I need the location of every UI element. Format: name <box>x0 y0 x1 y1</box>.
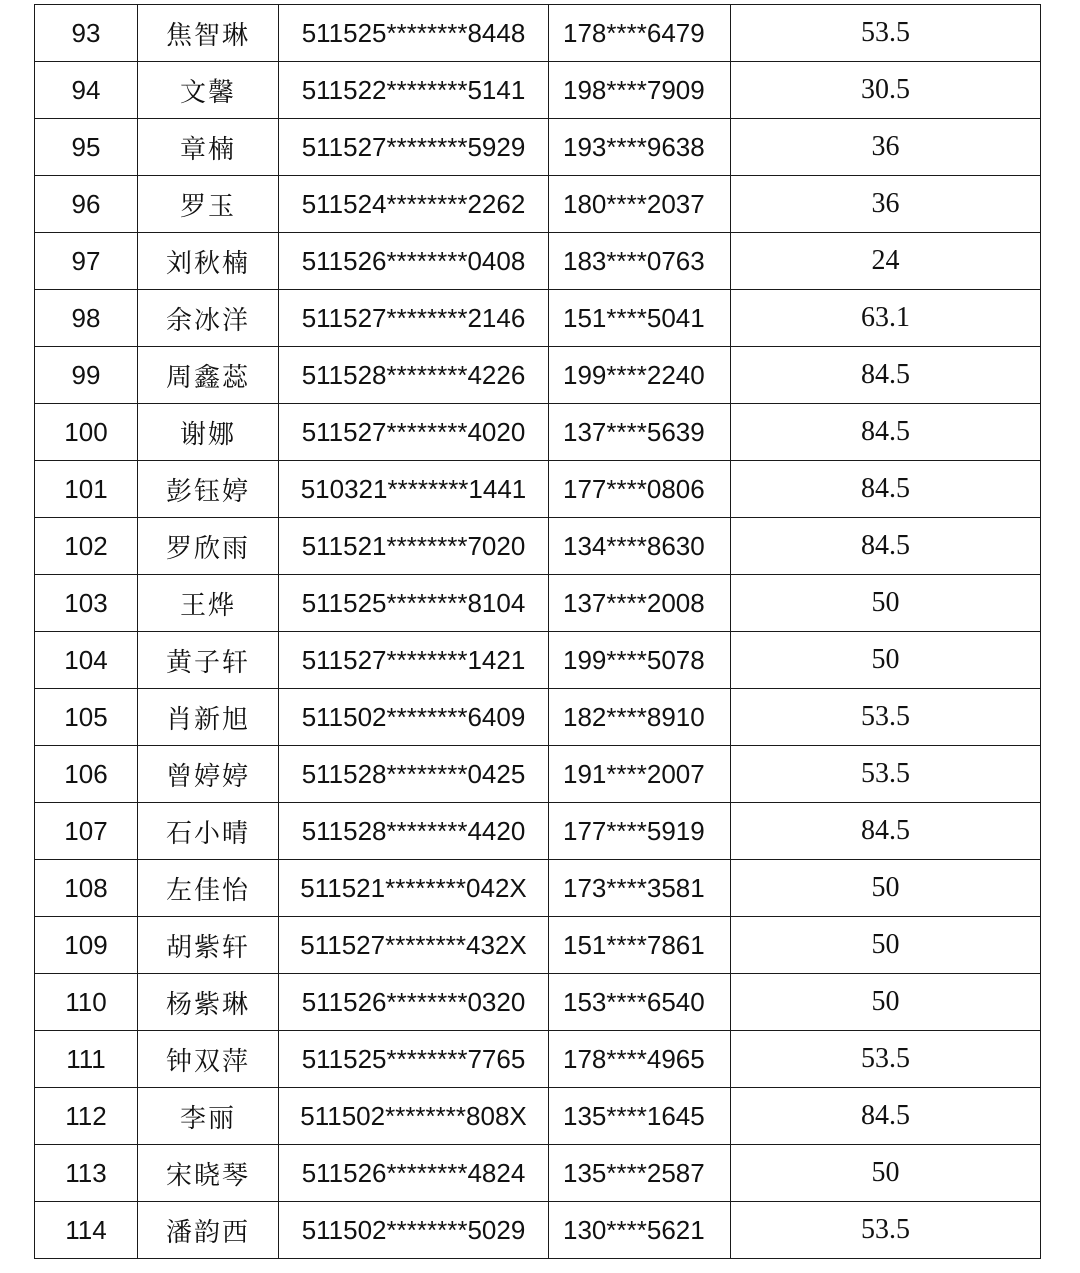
name-cell: 钟双萍 <box>138 1031 279 1088</box>
phone-cell: 178****6479 <box>549 5 731 62</box>
id-number-cell: 511521********7020 <box>279 518 549 575</box>
id-number-cell: 511527********4020 <box>279 404 549 461</box>
phone-cell: 183****0763 <box>549 233 731 290</box>
row-number-cell: 97 <box>35 233 138 290</box>
roster-sheet <box>34 4 1040 1259</box>
id-number-cell: 511526********0408 <box>279 233 549 290</box>
score-cell: 53.5 <box>731 1031 1041 1088</box>
phone-cell: 151****5041 <box>549 290 731 347</box>
name-cell: 周鑫蕊 <box>138 347 279 404</box>
id-number-cell: 511528********4420 <box>279 803 549 860</box>
score-cell: 63.1 <box>731 290 1041 347</box>
name-cell: 王烨 <box>138 575 279 632</box>
row-number-cell: 100 <box>35 404 138 461</box>
phone-cell: 182****8910 <box>549 689 731 746</box>
table-row <box>35 803 1041 860</box>
table-row <box>35 974 1041 1031</box>
id-number-cell: 511526********0320 <box>279 974 549 1031</box>
id-number-cell: 511525********7765 <box>279 1031 549 1088</box>
table-row <box>35 632 1041 689</box>
table-row <box>35 62 1041 119</box>
table-row <box>35 176 1041 233</box>
name-cell: 李丽 <box>138 1088 279 1145</box>
score-cell: 50 <box>731 974 1041 1031</box>
id-number-cell: 511527********1421 <box>279 632 549 689</box>
phone-cell: 177****0806 <box>549 461 731 518</box>
phone-cell: 135****1645 <box>549 1088 731 1145</box>
name-cell: 谢娜 <box>138 404 279 461</box>
score-cell: 84.5 <box>731 518 1041 575</box>
name-cell: 焦智琳 <box>138 5 279 62</box>
table-row <box>35 1088 1041 1145</box>
id-number-cell: 511528********4226 <box>279 347 549 404</box>
phone-cell: 191****2007 <box>549 746 731 803</box>
name-cell: 罗欣雨 <box>138 518 279 575</box>
score-cell: 50 <box>731 575 1041 632</box>
name-cell: 潘韵西 <box>138 1202 279 1259</box>
phone-cell: 177****5919 <box>549 803 731 860</box>
score-cell: 50 <box>731 632 1041 689</box>
id-number-cell: 511526********4824 <box>279 1145 549 1202</box>
score-cell: 50 <box>731 1145 1041 1202</box>
row-number-cell: 104 <box>35 632 138 689</box>
score-cell: 84.5 <box>731 461 1041 518</box>
score-cell: 53.5 <box>731 1202 1041 1259</box>
id-number-cell: 511502********5029 <box>279 1202 549 1259</box>
row-number-cell: 109 <box>35 917 138 974</box>
roster-table-body <box>35 5 1041 1259</box>
score-cell: 53.5 <box>731 746 1041 803</box>
score-cell: 36 <box>731 119 1041 176</box>
name-cell: 余冰洋 <box>138 290 279 347</box>
row-number-cell: 111 <box>35 1031 138 1088</box>
phone-cell: 198****7909 <box>549 62 731 119</box>
score-cell: 84.5 <box>731 1088 1041 1145</box>
table-row <box>35 233 1041 290</box>
table-row <box>35 575 1041 632</box>
name-cell: 文馨 <box>138 62 279 119</box>
row-number-cell: 106 <box>35 746 138 803</box>
table-row <box>35 917 1041 974</box>
id-number-cell: 511502********6409 <box>279 689 549 746</box>
table-row <box>35 689 1041 746</box>
score-cell: 50 <box>731 917 1041 974</box>
id-number-cell: 511527********5929 <box>279 119 549 176</box>
row-number-cell: 110 <box>35 974 138 1031</box>
name-cell: 石小晴 <box>138 803 279 860</box>
phone-cell: 135****2587 <box>549 1145 731 1202</box>
roster-table <box>34 4 1041 1259</box>
id-number-cell: 511527********2146 <box>279 290 549 347</box>
name-cell: 杨紫琳 <box>138 974 279 1031</box>
phone-cell: 173****3581 <box>549 860 731 917</box>
row-number-cell: 105 <box>35 689 138 746</box>
name-cell: 肖新旭 <box>138 689 279 746</box>
row-number-cell: 101 <box>35 461 138 518</box>
score-cell: 84.5 <box>731 803 1041 860</box>
phone-cell: 193****9638 <box>549 119 731 176</box>
name-cell: 黄子轩 <box>138 632 279 689</box>
id-number-cell: 511524********2262 <box>279 176 549 233</box>
row-number-cell: 103 <box>35 575 138 632</box>
name-cell: 罗玉 <box>138 176 279 233</box>
name-cell: 胡紫轩 <box>138 917 279 974</box>
score-cell: 53.5 <box>731 689 1041 746</box>
table-row <box>35 119 1041 176</box>
name-cell: 章楠 <box>138 119 279 176</box>
name-cell: 曾婷婷 <box>138 746 279 803</box>
score-cell: 53.5 <box>731 5 1041 62</box>
score-cell: 84.5 <box>731 347 1041 404</box>
row-number-cell: 93 <box>35 5 138 62</box>
phone-cell: 134****8630 <box>549 518 731 575</box>
id-number-cell: 511528********0425 <box>279 746 549 803</box>
phone-cell: 137****5639 <box>549 404 731 461</box>
table-row <box>35 290 1041 347</box>
id-number-cell: 510321********1441 <box>279 461 549 518</box>
row-number-cell: 112 <box>35 1088 138 1145</box>
name-cell: 左佳怡 <box>138 860 279 917</box>
score-cell: 30.5 <box>731 62 1041 119</box>
table-row <box>35 1031 1041 1088</box>
table-row <box>35 1145 1041 1202</box>
row-number-cell: 98 <box>35 290 138 347</box>
id-number-cell: 511525********8448 <box>279 5 549 62</box>
row-number-cell: 107 <box>35 803 138 860</box>
row-number-cell: 95 <box>35 119 138 176</box>
score-cell: 36 <box>731 176 1041 233</box>
id-number-cell: 511522********5141 <box>279 62 549 119</box>
row-number-cell: 114 <box>35 1202 138 1259</box>
phone-cell: 199****2240 <box>549 347 731 404</box>
row-number-cell: 96 <box>35 176 138 233</box>
score-cell: 50 <box>731 860 1041 917</box>
phone-cell: 180****2037 <box>549 176 731 233</box>
id-number-cell: 511521********042X <box>279 860 549 917</box>
row-number-cell: 99 <box>35 347 138 404</box>
row-number-cell: 102 <box>35 518 138 575</box>
phone-cell: 130****5621 <box>549 1202 731 1259</box>
name-cell: 彭钰婷 <box>138 461 279 518</box>
id-number-cell: 511525********8104 <box>279 575 549 632</box>
score-cell: 84.5 <box>731 404 1041 461</box>
table-row <box>35 5 1041 62</box>
score-cell: 24 <box>731 233 1041 290</box>
table-row <box>35 746 1041 803</box>
table-row <box>35 1202 1041 1259</box>
row-number-cell: 94 <box>35 62 138 119</box>
name-cell: 刘秋楠 <box>138 233 279 290</box>
row-number-cell: 113 <box>35 1145 138 1202</box>
phone-cell: 151****7861 <box>549 917 731 974</box>
phone-cell: 137****2008 <box>549 575 731 632</box>
phone-cell: 199****5078 <box>549 632 731 689</box>
id-number-cell: 511527********432X <box>279 917 549 974</box>
table-row <box>35 404 1041 461</box>
phone-cell: 153****6540 <box>549 974 731 1031</box>
row-number-cell: 108 <box>35 860 138 917</box>
table-row <box>35 347 1041 404</box>
phone-cell: 178****4965 <box>549 1031 731 1088</box>
name-cell: 宋晓琴 <box>138 1145 279 1202</box>
table-row <box>35 518 1041 575</box>
table-row <box>35 860 1041 917</box>
id-number-cell: 511502********808X <box>279 1088 549 1145</box>
table-row <box>35 461 1041 518</box>
